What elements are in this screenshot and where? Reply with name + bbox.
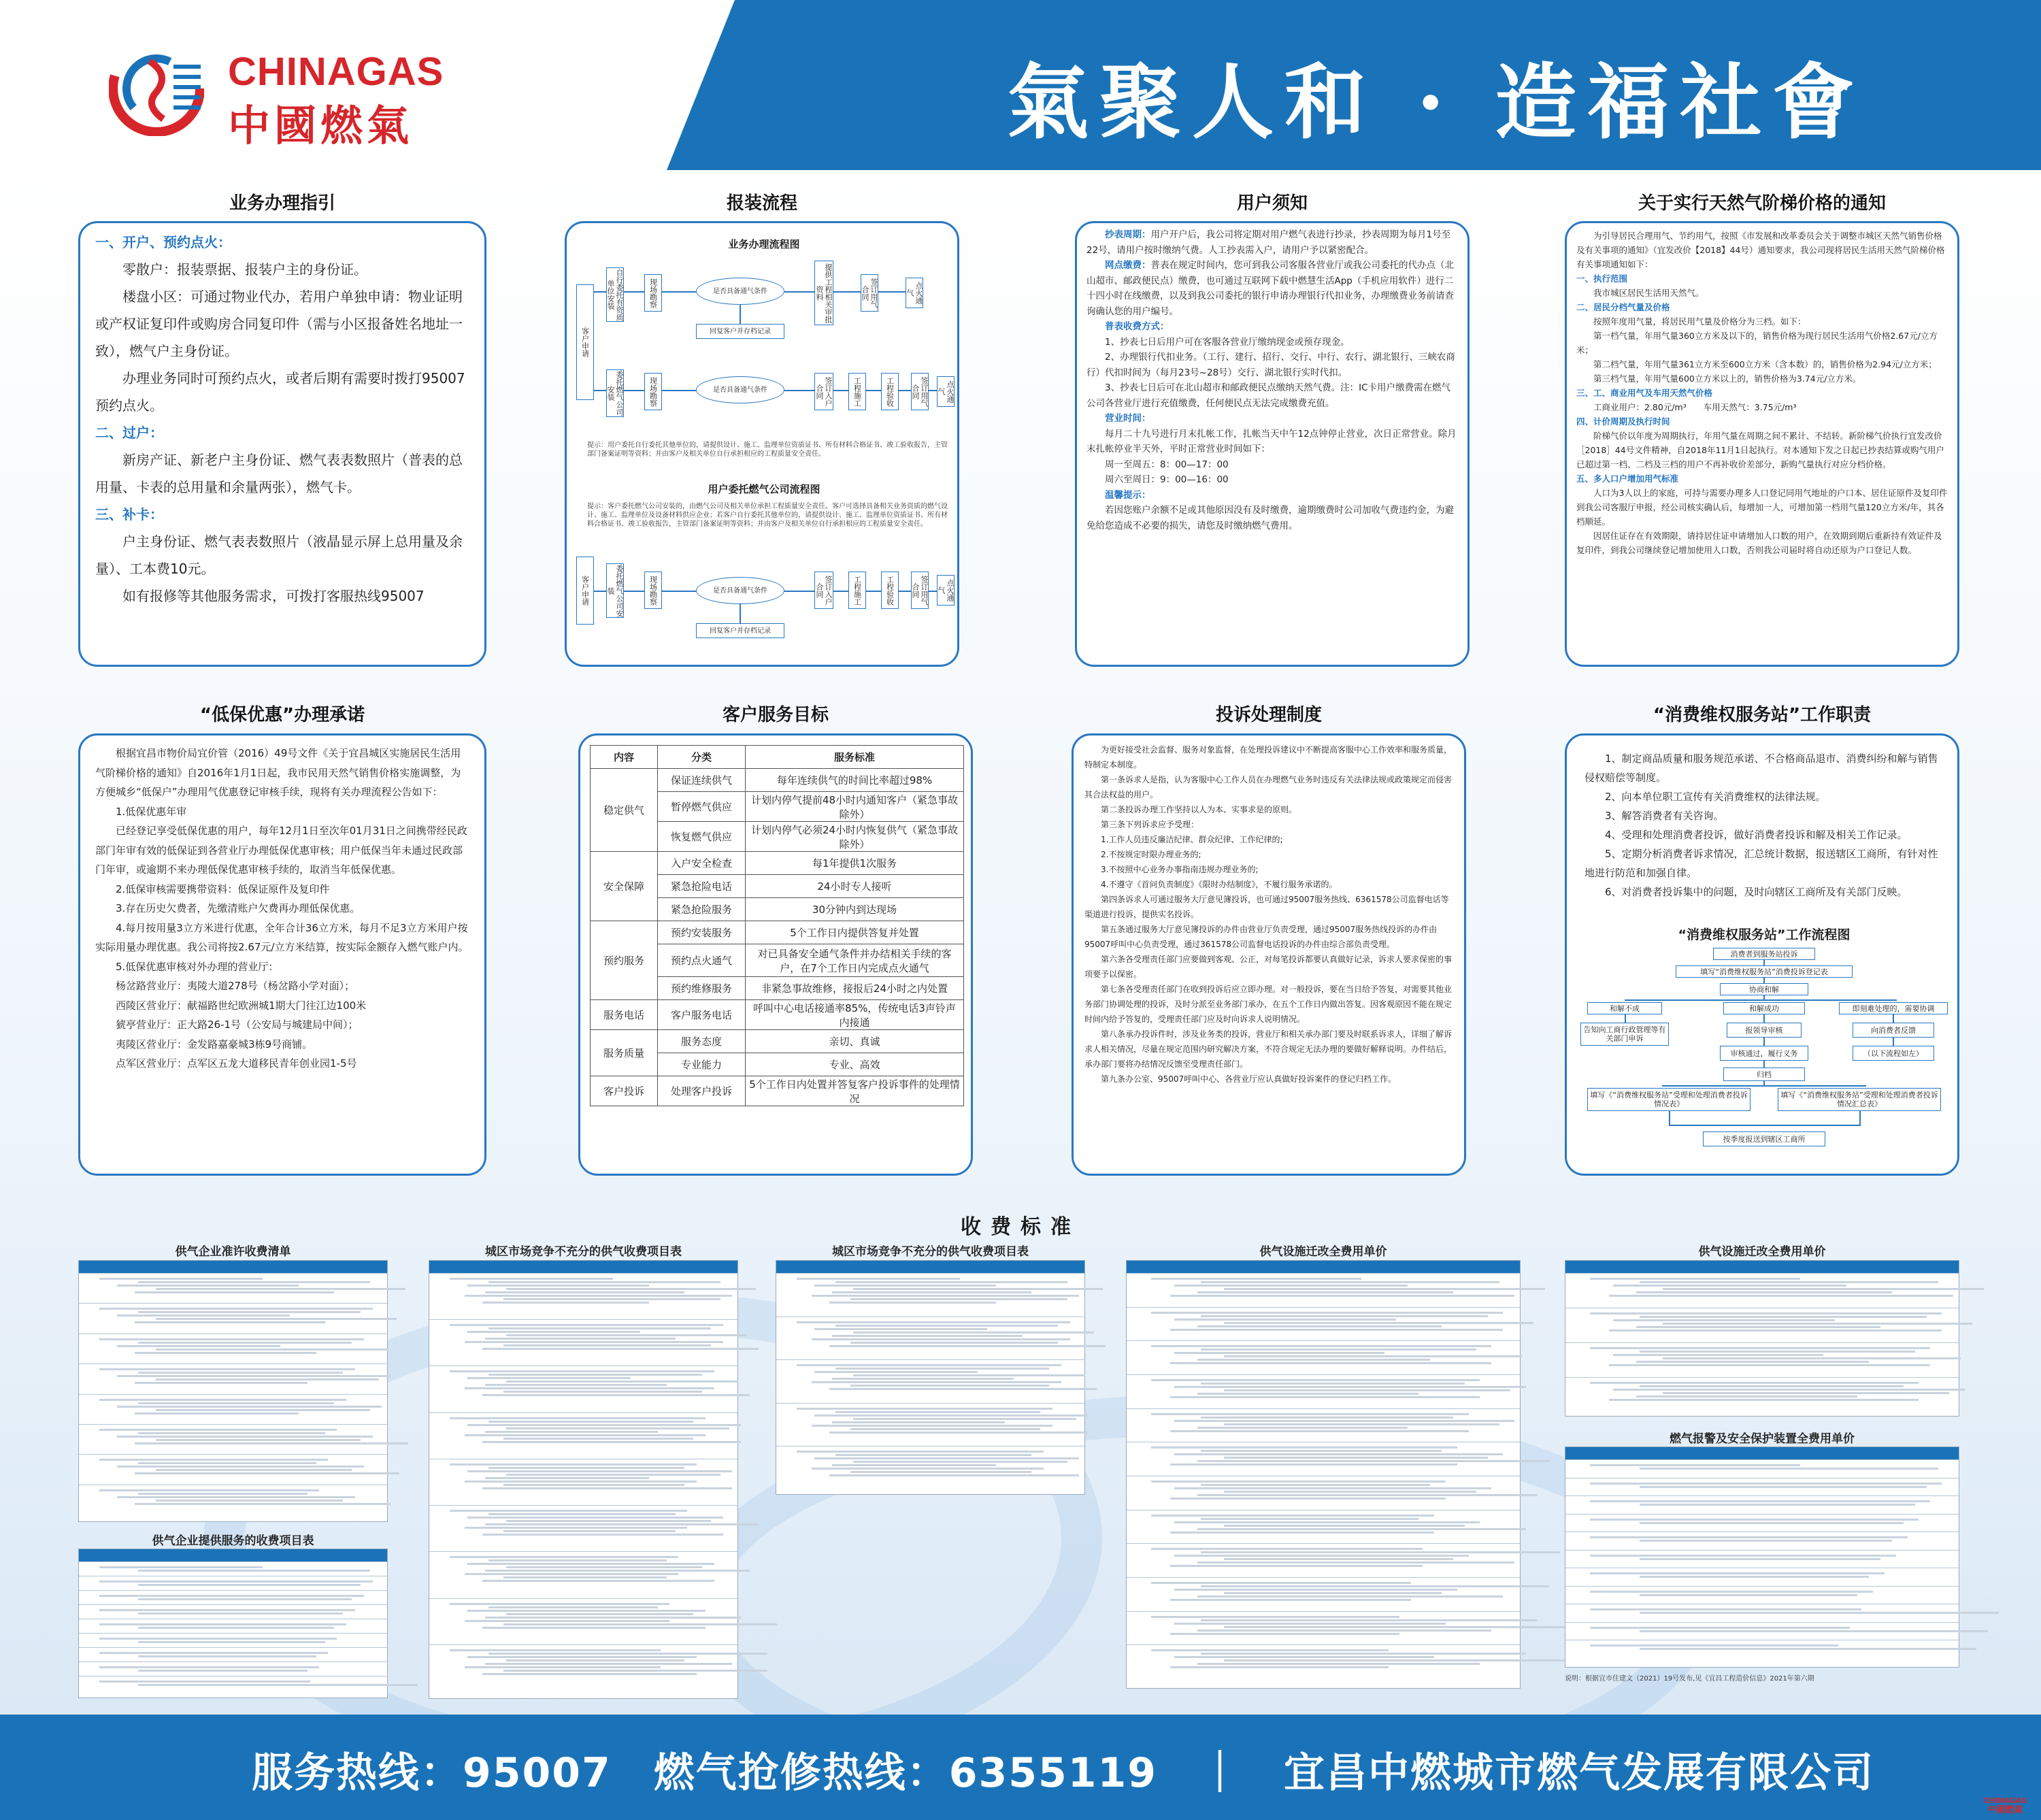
dibao-p7: 杨岔路营业厅：夷陵大道278号（杨岔路小学对面）； — [116, 980, 355, 992]
complaint-p6: 3.不按照中心业务办事指南违规办理业务的; — [1101, 865, 1259, 874]
guide-s2-heading: 二、过户： — [95, 425, 163, 441]
service-group: 稳定供气 — [591, 769, 658, 852]
guide-panel — [78, 221, 486, 667]
flow-node-sign2: 签订用气合同 — [911, 572, 929, 609]
service-row — [591, 1000, 964, 1030]
service-standard: 非紧急事故维修，接报后24小时之内处置 — [746, 977, 964, 1000]
notice-pay: 普表在规定时间内，您可到我公司客服各营业厅或我公司委托的代办点（北山超市、邮政便民点）缴费，也可通过互联网下载中燃慧生活App（手机应用软件）进行二十四小时在线缴费，以及到我公司委托的银行申请办理银行代扣业务，办理缴费业务前请查询确认您的用户编号。 — [1086, 260, 1454, 317]
fee-table-row — [776, 1317, 1084, 1360]
service-panel — [578, 733, 973, 1176]
service-category: 预约维修服务 — [658, 977, 746, 1000]
guide-s1-p1: 零散户：报装票据、报装户主的身份证。 — [122, 261, 367, 278]
fee-table-row — [79, 1303, 387, 1333]
flow-node-ignite2: 点火通气 — [937, 376, 955, 407]
fee-table-row — [1565, 1604, 1959, 1622]
service-group: 服务电话 — [591, 1000, 658, 1030]
consumer-duty-item: 3、解答消费者有关咨询。 — [1605, 810, 1724, 822]
service-standard: 每1年提供1次服务 — [746, 852, 964, 875]
fee-table-2-title: 供气企业提供服务的收费项目表 — [152, 1534, 314, 1548]
service-category: 服务态度 — [658, 1030, 746, 1053]
flow-node-build: 工程施工 — [848, 572, 866, 609]
service-category: 预约点火通气 — [658, 944, 746, 977]
fee-table-4-title: 城区市场竞争不充分的供气收费项目表 — [832, 1245, 1029, 1259]
fee-table-row — [1565, 1586, 1959, 1604]
chinagas-logo-icon — [109, 41, 204, 136]
consumer-flow-node: 和解成功 — [1723, 1002, 1805, 1014]
service-standard: 每年连续供气的时间比率超过98% — [746, 769, 964, 792]
complaint-p4: 1.工作人员违反廉洁纪律、群众纪律、工作纪律的; — [1101, 835, 1283, 844]
complaint-p7: 4.不遵守《首问负责制度》《限时办结制度》，不履行服务承诺的。 — [1101, 880, 1338, 889]
fee-table-row — [1565, 1550, 1959, 1568]
fee-table-row — [79, 1604, 387, 1619]
tier-p5: 人口为3人以上的家庭，可持与需要办理多人口登记同用气地址的户口本、居住证原件及复印件到我公司客服厅申报，经公司核实确认后，每增加一人，可增加第一档用气量120立方米/年，其各档顺延。 — [1576, 488, 1948, 527]
dibao-p6: 5.低保优惠审核对外办理的营业厅： — [116, 960, 279, 973]
fee-table-header — [79, 1261, 387, 1273]
fee-table-5 — [1126, 1260, 1521, 1689]
consumer-flow-node: 向消费者反馈 — [1853, 1023, 1934, 1038]
fee-table-row — [1565, 1377, 1959, 1412]
service-row — [591, 921, 964, 944]
complaint-p11: 第七条各受理责任部门在收到投诉后应立即办理。对一般投诉，要在当日给予答复，对需要其他业务部门协调处理的投诉，及时分派至业务部门承办，在五个工作日内做出答复。因客观原因不能在规定时间内给予答复的，受理责任部门应及时向诉求人说明情况。 — [1084, 985, 1453, 1024]
flow-panel — [565, 221, 959, 667]
tier-h4: 四、计价周期及执行时间 — [1576, 416, 1670, 427]
fee-table-row — [776, 1446, 1084, 1489]
service-standard: 5个工作日内提供答复并处置 — [746, 921, 964, 944]
fee-table-row — [1565, 1342, 1959, 1377]
fee-table-header — [429, 1261, 737, 1273]
flow-node-accept: 工程验收 — [881, 373, 899, 410]
tier-h1: 一、执行范围 — [1576, 274, 1628, 284]
flow-node-survey: 现场勘察 — [644, 274, 662, 312]
fee-table-row — [79, 1561, 387, 1576]
flow-node-survey: 现场勘察 — [644, 572, 662, 609]
service-group: 预约服务 — [591, 921, 658, 1000]
dibao-p10: 夷陵区营业厅：金发路嘉豪城3栋9号商铺。 — [116, 1038, 313, 1050]
dibao-p2: 已经登记享受低保优惠的用户，每年12月1日至次年01月31日之间携带经民政部门年审有效的低保证到各营业厅办理低保优惠审核；用户低保当年未通过民政部门年审，或逾期不来办理低保优惠审核手续的，取消当年低保优惠。 — [95, 825, 467, 876]
complaint-panel — [1072, 733, 1466, 1176]
service-standard: 呼叫中心电话接通率85%，传统电话3声铃声内接通 — [746, 1000, 964, 1030]
fee-table-header — [776, 1261, 1084, 1273]
notice-meter-head: 抄表周期： — [1105, 229, 1151, 240]
fee-table-1-title: 供气企业准许收费清单 — [175, 1245, 291, 1259]
fee-table-row — [1127, 1307, 1520, 1341]
fee-table-row — [79, 1334, 387, 1363]
consumer-flow-node: 归档 — [1723, 1068, 1805, 1081]
fee-table-row — [429, 1459, 737, 1505]
notice-title: 用户须知 — [1236, 193, 1308, 214]
service-category: 专业能力 — [658, 1053, 746, 1076]
flow-chart2-title: 用户委托燃气公司流程图 — [708, 483, 820, 495]
tier-p1: 我市城区居民生活用天然气。 — [1593, 288, 1704, 298]
flow-node-company: 委托燃气公司安装 — [606, 371, 624, 416]
service-category: 暂停燃气供应 — [658, 792, 746, 822]
flow-node-condition: 是否具备通气条件 — [696, 577, 784, 604]
consumer-duty-item: 2、向本单位职工宣传有关消费维权的法律法规。 — [1605, 791, 1826, 803]
fee-table-7 — [1565, 1446, 1959, 1668]
fee-table-row — [79, 1394, 387, 1424]
consumer-title: “消费维权服务站”工作职责 — [1653, 705, 1872, 725]
service-category: 恢复燃气供应 — [658, 822, 746, 852]
fee-table-7-title: 燃气报警及安全保护装置全费用单价 — [1670, 1432, 1855, 1446]
flow-node-sign2: 签订用气合同 — [911, 373, 929, 410]
dibao-p4: 3.存在历史欠费者，先缴清账户欠费再办理低保优惠。 — [116, 902, 361, 914]
complaint-p12: 第八条承办投诉件时，涉及业务类的投诉，营业厅和相关承办部门要及时联系诉求人，详细了解诉求人相关情况，尽量在规定范围内研究解决方案，不符合规定无法办理的要做好解释说明。办件结后，承办部门要将办结情况反馈至受理责任部门。 — [1084, 1029, 1453, 1069]
notice-fee3: 3、抄表七日后可在北山超市和邮政便民点缴纳天然气费。注：IC卡用户缴费需在燃气公司各营业厅进行充值缴费，任何便民点无法完成缴费充值。 — [1086, 382, 1450, 409]
service-standard: 24小时专人接听 — [746, 875, 964, 898]
fee-note: 说明：根据宜市住建文（2021）19号发布,见《宜昌工程造价信息》2021年第六期 — [1565, 1675, 1814, 1683]
fee-table-row — [429, 1598, 737, 1644]
dibao-p8: 西陵区营业厅：献福路世纪欧洲城1期大门往江边100米 — [116, 999, 367, 1012]
service-category: 入户安全检查 — [658, 852, 746, 875]
service-row — [591, 769, 964, 792]
fee-table-row — [79, 1619, 387, 1633]
fee-table-3 — [429, 1260, 738, 1699]
footer-hotline: 服务热线：95007 燃气抢修热线：6355119 ｜ 宜昌中燃城市燃气发展有限公司 — [252, 1749, 1874, 1797]
dibao-panel — [78, 733, 486, 1176]
tier-h3: 三、工、商业用气及车用天然气价格 — [1576, 388, 1713, 398]
complaint-title: 投诉处理制度 — [1215, 705, 1322, 725]
fee-table-row — [79, 1676, 387, 1690]
notice-pay-head: 网点缴费： — [1105, 260, 1151, 271]
fee-table-row — [79, 1590, 387, 1604]
fee-table-row — [1565, 1478, 1959, 1496]
fee-table-header — [1127, 1261, 1520, 1273]
fee-table-row — [1127, 1611, 1520, 1645]
service-header: 内容 — [591, 746, 658, 769]
flow-node-ignite: 点火通气 — [906, 278, 923, 308]
brand-name-cn: 中國燃氣 — [228, 101, 414, 150]
fee-table-row — [1565, 1273, 1959, 1308]
flow-node-ignite2: 点火通气 — [937, 575, 955, 606]
flow-title: 报装流程 — [726, 193, 797, 214]
flow-node-reject: 回复客户并存档记录 — [696, 623, 784, 638]
service-standard: 计划内停气必须24小时内恢复供气（紧急事故除外） — [746, 822, 964, 852]
service-standard: 专业、高效 — [746, 1053, 964, 1076]
fee-table-4 — [776, 1260, 1085, 1495]
fee-table-row — [429, 1505, 737, 1551]
dibao-p5: 4.每月按用量3立方米进行优惠，全年合计36立方米，每月不足3立方米用户按实际用量办理优惠。我公司将按2.67元/立方米结算，按实际金额存入燃气账户内。 — [95, 921, 469, 953]
fee-table-row — [79, 1647, 387, 1661]
notice-tip: 若因您账户余额不足或其他原因没有及时缴费，逾期缴费时公司加收气费违约金，为避免给您造成不必要的损失，请您及时缴纳燃气费用。 — [1086, 505, 1454, 531]
fee-table-row — [79, 1661, 387, 1676]
flow-node-condition: 是否具备通气条件 — [696, 278, 784, 305]
flow-node-build: 工程施工 — [848, 373, 866, 410]
fee-table-row — [1565, 1622, 1959, 1640]
fee-table-row — [79, 1576, 387, 1590]
notice-tip-head: 温馨提示： — [1105, 489, 1151, 501]
flow-node-design: 提供工程相关审批资料 — [814, 261, 833, 325]
consumer-flow-node: 审核通过，履行义务 — [1720, 1046, 1808, 1061]
consumer-duty-item: 6、对消费者投诉集中的问题，及时向辖区工商所及有关部门反映。 — [1605, 886, 1908, 898]
flow-node-apply: 客户申请 — [576, 284, 594, 400]
complaint-p13: 第九条办公室、95007呼叫中心、各营业厅应认真做好投诉案件的登记归档工作。 — [1101, 1074, 1397, 1084]
tier-p3: 工商业用户：2.80元/m³ 车用天然气：3.75元/m³ — [1593, 402, 1797, 412]
consumer-duty-item: 5、定期分析消费者诉求情况，汇总统计数据，报送辖区工商所，有针对性地进行防范和加强自律。 — [1584, 848, 1938, 879]
flow-note2: 提示：客户委托燃气公司安装的，由燃气公司及相关单位承担工程质量安全责任。客户可选择具备相关业务资质的燃气设计、施工、监理单位及设备材料供应企业；若客户自行委托其他单位的，请提供设计、施工、监理单位资质证书、所有材料合格证书、竣工验收报告，主管部门备案证明等资料；并由客户及相关单位自行承担相应的工程质量安全责任。 — [587, 503, 948, 528]
fee-table-row — [1127, 1543, 1520, 1577]
footer-logo — [1983, 1796, 2027, 1815]
fee-table-row — [1127, 1476, 1520, 1510]
fee-table-row — [1127, 1644, 1520, 1678]
fee-table-row — [1565, 1459, 1959, 1478]
consumer-flow-node: 和解不成 — [1587, 1002, 1662, 1014]
dibao-p0: 根据宜昌市物价局宜价管（2016）49号文件《关于宜昌城区实施居民生活用气阶梯价格的通知》自2016年1月1日起，我市民用天然气销售价格实施调整，为方便城乡“低保户”办理用气优惠登记审核手续，现将有关办理流程公告如下： — [95, 747, 461, 798]
guide-s3-heading: 三、补卡： — [95, 506, 163, 523]
notice-fee-head: 普表收费方式： — [1105, 321, 1169, 332]
tier-p2a: 按照年度用气量，将居民用气量及价格分为三档。如下： — [1593, 316, 1806, 327]
fee-table-1 — [78, 1260, 388, 1522]
dibao-p11: 点军区营业厅：点军区五龙大道移民青年创业园1-5号 — [116, 1057, 357, 1070]
notice-hours1: 每月二十九号进行月末扎帐工作，扎帐当天中午12点钟停止营业，次日正常营业。除月末扎帐停业半天外，平时正常营业时间如下： — [1086, 428, 1457, 454]
consumer-flow-node: 填写《“消费维权服务站”受理和处理消费者投诉情况汇总表》 — [1778, 1088, 1941, 1111]
consumer-duty-item: 1、制定商品质量和服务规范承诺、不合格商品退市、消费纠纷和解与销售侵权赔偿等制度。 — [1584, 752, 1938, 784]
service-standard: 计划内停气提前48小时内通知客户（紧急事故除外） — [746, 792, 964, 822]
flow-node-sign: 签订用气合同 — [861, 274, 878, 312]
service-category: 紧急抢险服务 — [658, 898, 746, 921]
fee-table-6 — [1565, 1260, 1959, 1417]
service-row — [591, 852, 964, 875]
fee-table-row — [1565, 1568, 1959, 1586]
fee-table-row — [429, 1319, 737, 1366]
fee-table-row — [1565, 1514, 1959, 1532]
consumer-flow-node: 即刻难处理的，需要协调 — [1839, 1002, 1948, 1014]
complaint-p9: 第五条通过服务大厅意见簿投诉的办件由营业厅负责受理，通过95007服务热线投诉的办件由95007呼叫中心负责受理，通过361578公司监督电话投诉的办件由综合部负责受理。 — [1084, 925, 1438, 949]
fee-table-5-title: 供气设施迁改全费用单价 — [1259, 1245, 1387, 1259]
consumer-flow-node: 填写“消费维权服务站”消费投诉登记表 — [1676, 965, 1853, 978]
fee-table-row — [429, 1366, 737, 1412]
dibao-title: “低保优惠”办理承诺 — [199, 705, 365, 725]
fee-table-row — [1127, 1408, 1520, 1442]
flow-node-company: 委托燃气公司安装 — [606, 564, 624, 617]
fee-table-row — [1127, 1577, 1520, 1611]
fee-table-row — [79, 1454, 387, 1484]
notice-fee2: 2、办理银行代扣业务。（工行、建行、招行、交行、中行、农行、湖北银行、三峡农商行）代扣时间为（每月23号~28号）交行、湖北银行实时代扣。 — [1086, 352, 1455, 378]
flow-node-survey: 现场勘察 — [644, 373, 662, 410]
brand-name-en: CHINAGAS — [228, 50, 444, 94]
complaint-p0: 为更好接受社会监督、服务对象监督，在处理投诉建议中不断提高客服中心工作效率和服务质量，特制定本制度。 — [1084, 745, 1453, 770]
flow-node-self: 自行委托有资质单位安装 — [606, 268, 624, 321]
flow-node-contract: 签订入户合同 — [814, 572, 833, 609]
fee-table-row — [1127, 1510, 1520, 1544]
footer-logo-cn: 中國燃氣 — [1987, 1805, 2023, 1815]
fee-table-row — [429, 1644, 737, 1691]
service-standard: 亲切、真诚 — [746, 1030, 964, 1053]
service-group: 服务质量 — [591, 1030, 658, 1076]
guide-s3-p1: 户主身份证、燃气表表数照片（液晶显示屏上总用量及余量）、工本费10元。 — [95, 533, 463, 577]
service-table — [590, 745, 964, 1106]
fee-table-row — [1565, 1640, 1959, 1658]
complaint-p1: 第一条诉求人是指，认为客服中心工作人员在办理燃气业务时违反有关法律法规或政策规定而侵害其合法权益的用户。 — [1084, 775, 1453, 799]
dibao-p9: 猇亭营业厅：正大路26-1号（公安局与城建局中间）； — [116, 1019, 359, 1031]
service-row — [591, 1030, 964, 1053]
fee-table-row — [79, 1424, 387, 1454]
fee-table-header — [79, 1549, 387, 1561]
tier-intro: 为引导居民合理用气、节约用气，按照《市发展和改革委员会关于调整市城区天然气销售价格及有关事项的通知》（宜发改价【2018】44号）通知要求，我公司现将居民生活用天然气阶梯价格有关事项通知如下： — [1576, 231, 1945, 269]
service-category: 保证连续供气 — [658, 769, 746, 792]
fee-table-row — [776, 1359, 1084, 1403]
fee-table-row — [429, 1412, 737, 1459]
fee-table-row — [79, 1633, 387, 1647]
service-category: 紧急抢险电话 — [658, 875, 746, 898]
complaint-p10: 第六条各受理责任部门应要做到客观、公正，对每笔投诉都要认真做好记录，诉求人要求保密的事项要予以保密。 — [1084, 955, 1453, 979]
service-category: 预约安装服务 — [658, 921, 746, 944]
guide-title: 业务办理指引 — [229, 193, 335, 214]
footer-logo-en: CHINAGAS — [1983, 1796, 2027, 1805]
fee-table-row — [1127, 1273, 1520, 1307]
guide-s2-p1: 新房产证、新老户主身份证、燃气表表数照片（普表的总用量、卡表的总用量和余量两张），燃气卡。 — [95, 452, 463, 495]
fee-table-row — [1565, 1495, 1959, 1514]
fee-table-header — [1565, 1447, 1959, 1459]
fee-table-row — [79, 1273, 387, 1303]
tier-h2: 二、居民分档气量及价格 — [1576, 302, 1670, 312]
flow-node-apply: 客户申请 — [576, 557, 594, 625]
notice-hours2: 周一至周五：8：00—17：00 — [1105, 459, 1229, 470]
flow-chart1-title: 业务办理流程图 — [728, 238, 800, 250]
fee-table-row — [79, 1485, 387, 1515]
complaint-p2: 第二条投诉办理工作坚持以人为本、实事求是的原则。 — [1101, 805, 1297, 814]
tier-p4: 阶梯气价以年度为周期执行，年用气量在周期之间不累计、不结转。新阶梯气价执行宜发改价［2018］44号文件精神，自2018年11月1日起执行。对本通知下发之日起已抄表结算或购气用户已超过第一档、二档及三档的用户不再补收价差部分，新购气量执行对应分档价格。 — [1576, 431, 1944, 469]
fee-table-row — [429, 1551, 737, 1598]
slogan: 氣聚人和 · 造福社會 — [1007, 54, 1865, 150]
notice-meter: 用户开户后，我公司将定期对用户燃气表进行抄录，抄表周期为每月1号至22号，请用户按时缴纳气费。人工抄表需入户，请用户予以紧密配合。 — [1086, 229, 1451, 256]
notice-panel — [1075, 221, 1470, 667]
consumer-flow-node: 填写《“消费维权服务站”受理和处理消费者投诉情况表》 — [1587, 1088, 1750, 1111]
fee-table-header — [1565, 1261, 1959, 1273]
consumer-flow-node: 协商和解 — [1720, 983, 1808, 995]
consumer-flow-node: （以下流程如左） — [1853, 1046, 1934, 1061]
service-category: 处理客户投诉 — [658, 1076, 746, 1106]
notice-hours-head: 营业时间： — [1105, 413, 1151, 424]
complaint-p8: 第四条诉求人可通过服务大厅意见簿投诉，也可通过95007服务热线、6361578公司监督电话等渠道进行投诉，提供实名投诉。 — [1084, 895, 1449, 919]
tier-title: 关于实行天然气阶梯价格的通知 — [1638, 193, 1886, 214]
fee-table-6-title: 供气设施迁改全费用单价 — [1698, 1245, 1826, 1259]
flow-node-reject: 回复客户并存档记录 — [696, 324, 784, 339]
notice-fee1: 1、抄表七日后用户可在客服各营业厅缴纳现金或预存现金。 — [1105, 336, 1350, 348]
tier-p2b: 第一档气量，年用气量360立方米及以下的，销售价格为现行居民生活用气价格2.67元/立方米； — [1576, 331, 1938, 355]
service-standard: 30分钟内到达现场 — [746, 898, 964, 921]
service-category: 客户服务电话 — [658, 1000, 746, 1030]
consumer-flow-node: 告知向工商行政管理等有关部门申诉 — [1580, 1023, 1669, 1046]
flow-note1: 提示：用户委托自行委托其他单位的，请提供设计、施工、监理单位资质证书、所有材料合格证书、竣工验收报告，主管部门备案证明等资料；并由客户及相关单位自行承担相应的工程质量安全责任。 — [587, 442, 948, 458]
guide-s1-p2: 楼盘小区：可通过物业代办，若用户单独申请：物业证明或产权证复印件或购房合同复印件（需与小区报备姓名地址一致），燃气户主身份证。 — [95, 288, 463, 359]
dibao-p1: 1.低保优惠年审 — [116, 805, 187, 818]
notice-hours3: 周六至周日：9：00—16：00 — [1105, 474, 1229, 485]
fee-table-3-title: 城区市场竞争不充分的供气收费项目表 — [485, 1245, 682, 1259]
fee-table-row — [429, 1273, 737, 1319]
service-header: 分类 — [658, 746, 746, 769]
fee-table-row — [776, 1403, 1084, 1446]
guide-s1-p3: 办理业务同时可预约点火，或者后期有需要时拨打95007预约点火。 — [95, 370, 465, 414]
fee-table-row — [1565, 1532, 1959, 1550]
service-group: 安全保障 — [591, 852, 658, 921]
service-title: 客户服务目标 — [722, 705, 829, 725]
service-row — [591, 1076, 964, 1106]
complaint-p3: 第三条下列诉求应予受理： — [1101, 820, 1199, 829]
dibao-p3: 2.低保审核需要携带资料：低保证原件及复印件 — [116, 882, 330, 895]
fee-table-row — [1127, 1340, 1520, 1374]
tier-p2d: 第三档气量，年用气量600立方米以上的，销售价格为3.74元/立方米。 — [1593, 374, 1861, 384]
service-group: 客户投诉 — [591, 1076, 658, 1106]
tier-p2c: 第二档气量，年用气量361立方米至600立方米（含本数）的，销售价格为2.94元/立方米； — [1593, 359, 1937, 369]
consumer-flow-node: 按季度报送到辖区工商所 — [1703, 1131, 1825, 1146]
fee-table-row — [1127, 1442, 1520, 1476]
consumer-chart-title: “消费维权服务站”工作流程图 — [1678, 927, 1851, 942]
consumer-flow-node: 消费者到服务站投诉 — [1713, 948, 1815, 960]
flow-node-contract: 签订入户合同 — [814, 373, 833, 410]
fee-table-row — [776, 1273, 1084, 1317]
tier-p6: 因居住证存在有效期限，请持居住证申请增加人口数的用户，在效期到期后重新持有效证件及复印件，到我公司继续登记增加使用人口数，否则我公司届时将自动还原为户口登记人数。 — [1576, 531, 1942, 555]
consumer-duty-item: 4、受理和处理消费者投诉，做好消费者投诉和解及相关工作记录。 — [1605, 829, 1908, 841]
guide-s3-p2: 如有报修等其他服务需求，可拨打客服热线95007 — [122, 588, 425, 604]
fee-table-2 — [78, 1549, 388, 1698]
flow-node-accept: 工程验收 — [881, 572, 899, 609]
service-standard: 5个工作日内处置并答复客户投诉事件的处理情况 — [746, 1076, 964, 1106]
tier-panel — [1565, 221, 1959, 667]
tier-h5: 五、多人口户增加用气标准 — [1576, 474, 1679, 484]
consumer-panel — [1565, 733, 1959, 1176]
fee-table-row — [1565, 1308, 1959, 1342]
fee-table-row — [1127, 1374, 1520, 1408]
fees-title: 收费标准 — [961, 1215, 1080, 1239]
fee-table-row — [79, 1363, 387, 1393]
flow-node-condition: 是否具备通气条件 — [696, 376, 784, 403]
consumer-flow-node: 报领导审核 — [1727, 1023, 1802, 1038]
service-header: 服务标准 — [746, 746, 964, 769]
service-standard: 对已具备安全通气条件并办结相关手续的客户，在7个工作日内完成点火通气 — [746, 944, 964, 977]
guide-s1-heading: 一、开户、预约点火： — [95, 234, 231, 250]
complaint-p5: 2.不按规定时限办理业务的; — [1101, 850, 1201, 859]
